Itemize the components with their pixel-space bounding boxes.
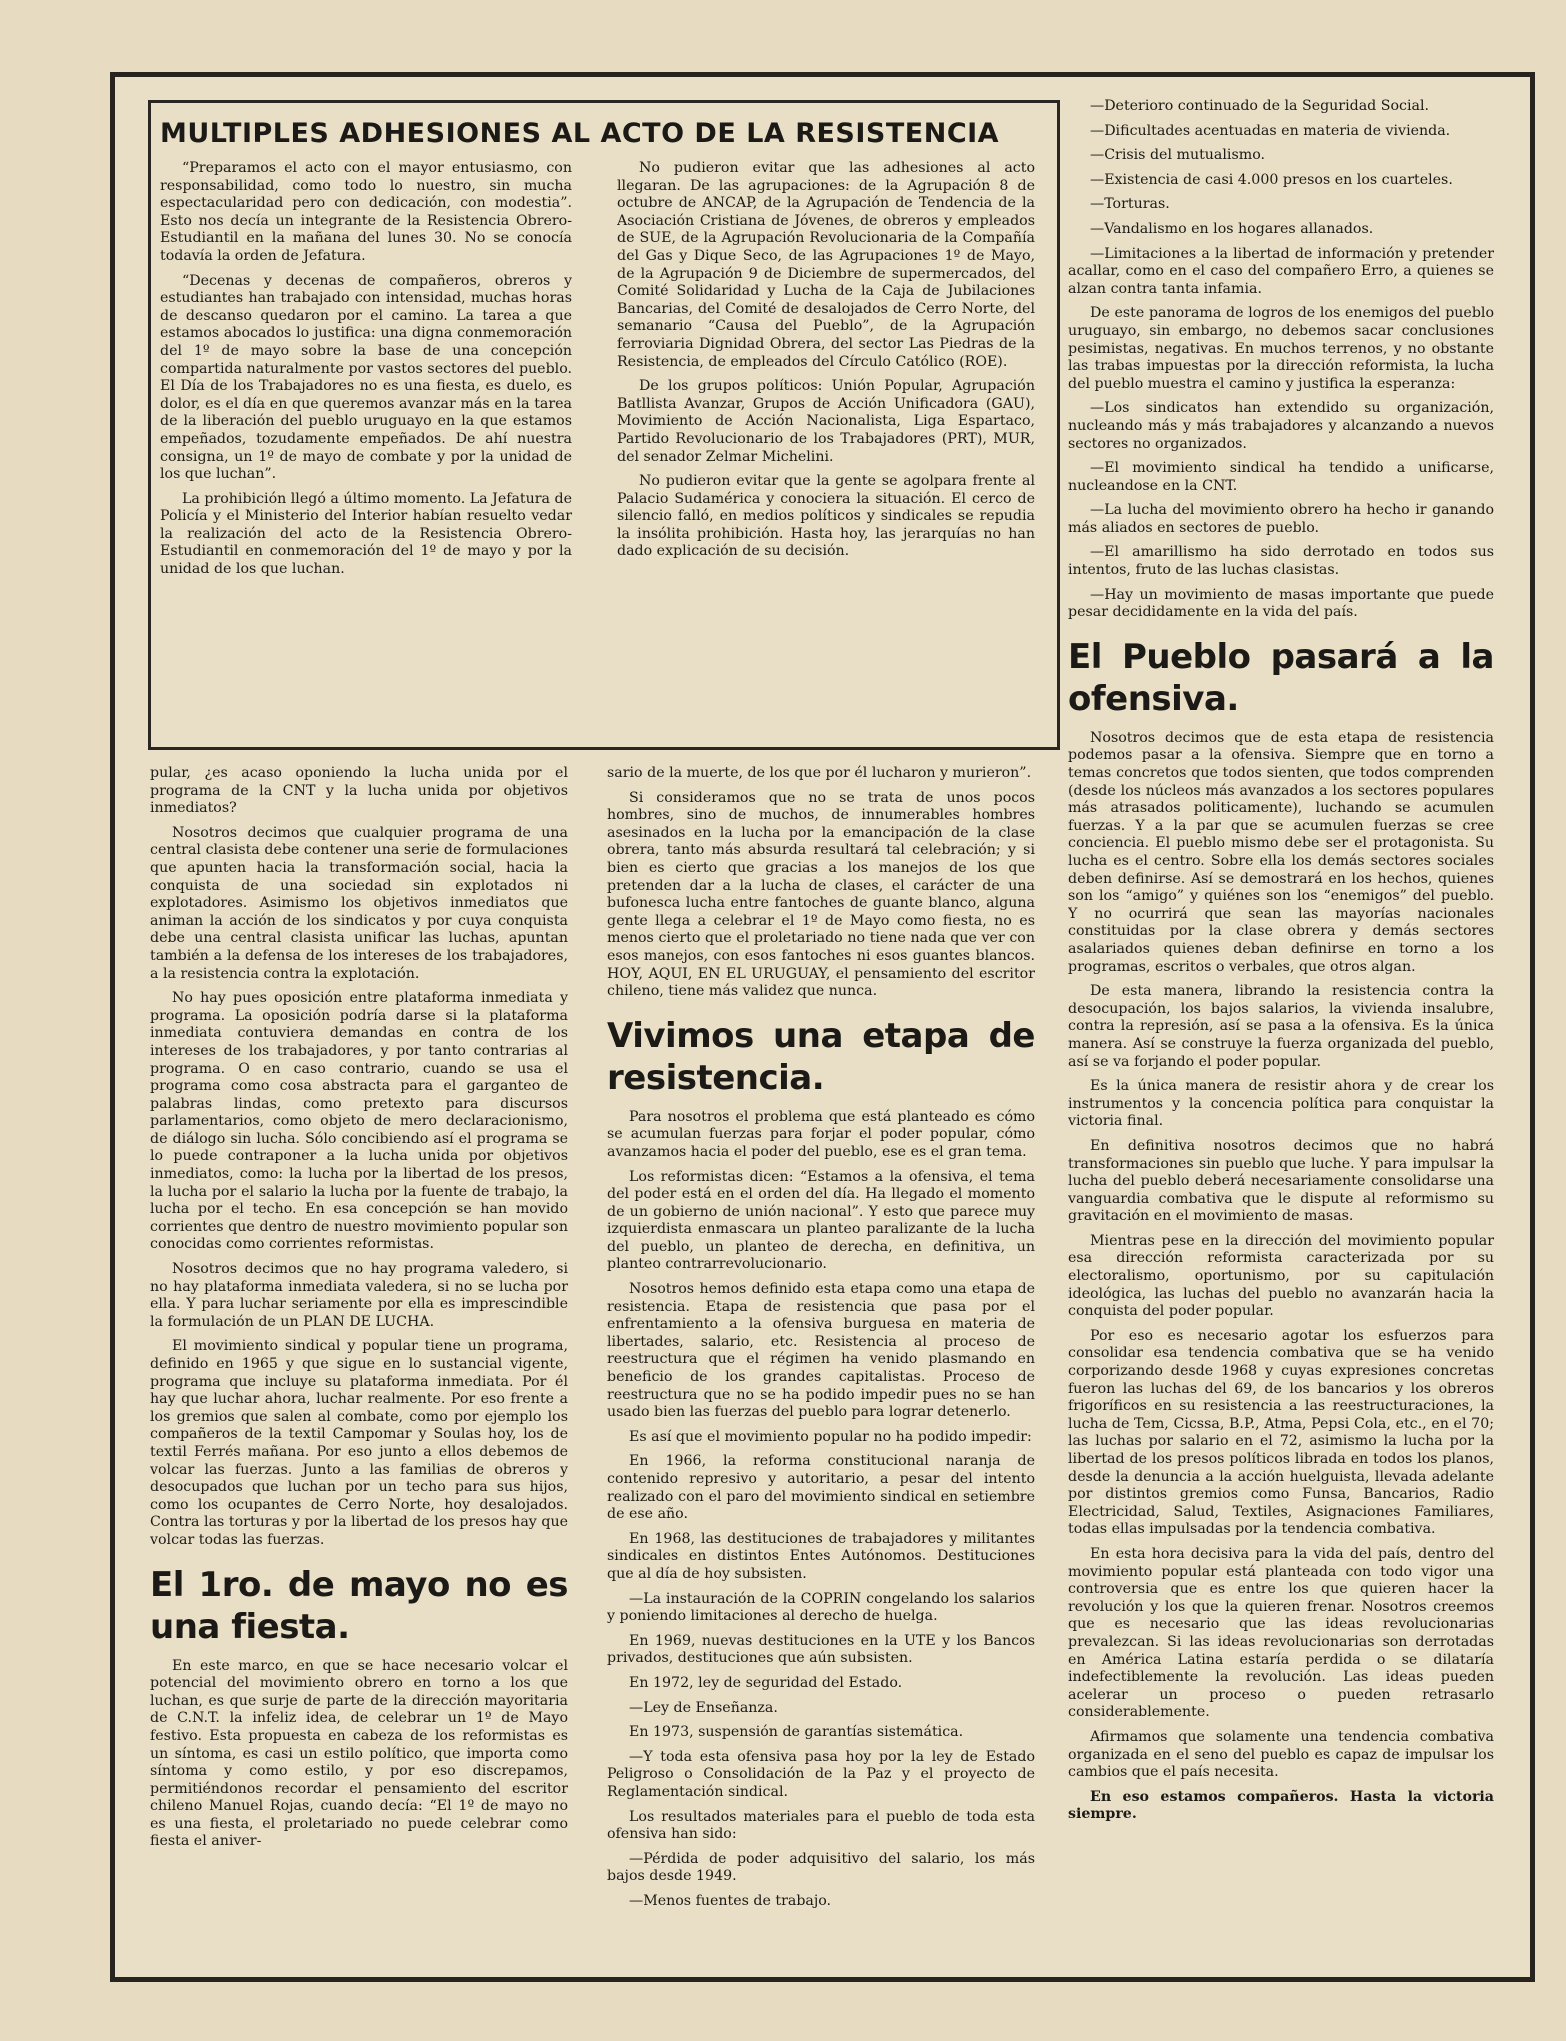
paragraph: Nosotros decimos que no hay programa valedero, si no hay plataforma inmediata valedera, si no se lucha por ella. Y para luchar seriamente por ella es imprescindible la formulación de un PLAN DE LUCHA. [150, 1261, 568, 1330]
box-column-right [617, 160, 1035, 745]
paragraph: En 1968, las destituciones de trabajadores y militantes sindicales en distintos Entes Autónomos. Destituciones que al día de hoy subsisten. [607, 1530, 1035, 1582]
paragraph: —Torturas. [1090, 196, 1170, 213]
paragraph: Afirmamos que solamente una tendencia combativa organizada en el seno del pueblo es capaz de impulsar los cambios que el país necesita. [1068, 1728, 1494, 1781]
paragraph: —Dificultades acentuadas en materia de vivienda. [1090, 122, 1451, 139]
paragraph: —Ley de Enseñanza. [629, 1699, 778, 1716]
paragraph: “Preparamos el acto con el mayor entusiasmo, con responsabilidad, como todo lo nuestro, sin mucha espectacularidad pero con dedicación, con modestia”. Esto nos decía un integrante de la Resistencia Obrero-Estudiantil en la mañana del lunes 30. No se conocía todavía la orden de Jefatura. [160, 160, 572, 264]
column-3 [1068, 98, 1494, 1928]
paragraph: De este panorama de logros de los enemigos del pueblo uruguayo, sin embargo, no debemos sacar conclusiones pesimistas, negativas. En muchos terrenos, y no obstante las trabas impuestas por la dirección reformista, la lucha del pueblo muestra el camino y justifica la esperanza: [1068, 305, 1494, 392]
paragraph: De esta manera, librando la resistencia contra la desocupación, los bajos salarios, la vivienda insalubre, contra la represión, así se pasa a la ofensiva. Es la única manera. Así se construye la fuerza organizada del pueblo, así se va forjando el poder popular. [1068, 983, 1494, 1070]
paragraph: En 1972, ley de seguridad del Estado. [629, 1674, 903, 1691]
paragraph: sario de la muerte, de los que por él lucharon y murieron”. [607, 765, 1032, 781]
paragraph: De los grupos políticos: Unión Popular, Agrupación Batllista Avanzar, Grupos de Acción Unificadora (GAU), Movimiento de Acción Nacionalista, Liga Espartaco, Partido Revolucionario de los Trabajadores (PRT), MUR, del senador Zelmar Michelini. [617, 378, 1035, 465]
paragraph: Mientras pese en la dirección del movimiento popular esa dirección reformista caracterizada por su electoralismo, oportunismo, por su capitulación ideológica, las luchas del pueblo no avanzarán hacia la conquista del poder popular. [1068, 1232, 1494, 1320]
paragraph: Por eso es necesario agotar los esfuerzos para consolidar esa tendencia combativa que se ha venido corporizando desde 1968 y cuyas expresiones concretas fueron las luchas del 69, de los bancarios y los obreros frigoríficos en su resistencia a las reestructuraciones, la lucha de Tem, Cicssa, B.P., Atma, Pepsi Cola, etc., en el 70; las luchas por salario en el 72, asimismo la lucha por la libertad de los presos políticos librada en todos los planos, desde la denuncia a la acción huelguista, llevada adelante por distintos gremios como Funsa, Bancarios, Radio Electricidad, Salud, Textiles, Asignaciones Familiares, todas ellas impulsadas por la tendencia combativa. [1068, 1327, 1494, 1538]
paragraph: En 1973, suspensión de garantías sistemática. [629, 1724, 964, 1741]
paragraph: Nosotros decimos que de esta etapa de resistencia podemos pasar a la ofensiva. Siempre que en torno a temas concretos que todos sienten, que todos comprenden (desde los núcleos más avanzados a los sectores populares más atrasados politicamente), luchando se acumulen fuerzas. Y a la par que se acumulen fuerzas se cree conciencia. El pueblo mismo debe ser el protagonista. Su lucha es el centro. Sobre ella los demás sectores sociales deben definirse. Así se demostrará en los hechos, quienes son los “amigo” y quiénes son los “enemigos” del pueblo. Y no ocurrirá que sean las mayorías nacionales constituidas por la clase obrera y demás sectores asalariados quienes deban definirse en torno a los programas, escritos o verbales, que otros algan. [1068, 729, 1494, 975]
paragraph: —Menos fuentes de trabajo. [629, 1892, 832, 1909]
paragraph: Si consideramos que no se trata de unos pocos hombres, sino de muchos, de innumerables hombres asesinados en la lucha por la emancipación de la clase obrera, tanto más absurda resultará tal celebración; y si bien es cierto que gracias a los manejos de los que pretenden dar a la lucha de clases, el carácter de una bufonesca lucha entre fantoches de guante blanco, alguna gente llega a celebrar el 1º de Mayo como fiesta, no es menos cierto que el proletariado no tiene nada que ver con esos manejos, con esos fantoches ni esos guantes blancos. HOY, AQUI, EN EL URUGUAY, el pensamiento del escritor chileno, tiene más validez que nunca. [607, 789, 1035, 1000]
paragraph: No pudieron evitar que la gente se agolpara frente al Palacio Sudamérica y conociera la situación. El cerco de silencio falló, en medios políticos y sindicales se repudia la insólita prohibición. Hasta hoy, las jerarquías no han dado explicación de su decisión. [617, 473, 1035, 560]
box-column-left [160, 160, 572, 745]
paragraph: —Crisis del mutualismo. [1090, 147, 1265, 164]
subheading-vivimos-una-etapa: Vivimos una etapa de resistencia. [607, 1015, 1035, 1098]
paragraph: —Y toda esta ofensiva pasa hoy por la ley de Estado Peligroso o Consolidación de la Paz y el proyecto de Reglamentación sindical. [607, 1748, 1035, 1800]
paragraph: Nosotros decimos que cualquier programa de una central clasista debe contener una serie de formulaciones que apunten hacia la transformación social, hacia la conquista de una sociedad sin explotados ni explotadores. Asimismo los objetivos inmediatos que animan la acción de los sindicatos y por cuya conquista debe una central clasista unificar las luchas, apuntan también a la defensa de los intereses de los trabajadores, a la resistencia contra la explotación. [150, 824, 568, 982]
paragraph: En esta hora decisiva para la vida del país, dentro del movimiento popular está planteada con todo vigor una controversia que es entre los que quieren hacer la revolución y los que la quieren frenar. Nosotros creemos que es necesario que las ideas revolucionarias prevalezcan. Si las ideas revolucionarias son derrotadas en América Latina estaría perdida o se dilataría indefectiblemente la revolución. Las ideas pueden acelerar un proceso o pueden retrasarlo considerablemente. [1068, 1545, 1494, 1721]
paragraph: Es la única manera de resistir ahora y de crear los instrumentos y la concencia política para conquistar la victoria final. [1068, 1078, 1494, 1130]
paragraph: Los reformistas dicen: “Estamos a la ofensiva, el tema del poder está en el orden del día. Ha llegado el momento de un gobierno de unión nacional”. Y esto que parece muy izquierdista enmascara un planteo paralizante de la lucha del pueblo, un planteo de derecha, en definitiva, un planteo contrarrevolucionario. [607, 1168, 1035, 1273]
paragraph: —Existencia de casi 4.000 presos en los cuarteles. [1090, 171, 1453, 188]
paragraph: Los resultados materiales para el pueblo de toda esta ofensiva han sido: [607, 1808, 1035, 1843]
paragraph: En este marco, en que se hace necesario volcar el potencial del movimiento obrero en torno a los que luchan, es que surje de parte de la dirección mayoritaria de C.N.T. la infeliz idea, de celebrar un 1º de Mayo festivo. Esta propuesta en cabeza de los reformistas es un síntoma, es casi un estilo político, que importa como síntoma y como estilo, y por eso discrepamos, permitiéndonos recordar el pensamiento del escritor chileno Manuel Rojas, cuando decía: “El 1º de mayo no es una fiesta, el proletariado no puede celebrar como fiesta el aniver- [150, 1657, 568, 1850]
paragraph: —El amarillismo ha sido derrotado en todos sus intentos, fruto de las luchas clasistas. [1068, 544, 1494, 579]
paragraph: Nosotros hemos definido esta etapa como una etapa de resistencia. Etapa de resistencia que pasa por el enfrentamiento a la ofensiva burguesa en materia de libertades, salario, etc. Resistencia al proceso de reestructura que el régimen ha venido plasmando en beneficio de los grandes capitalistas. Proceso de reestructura que no se ha podido impedir pues no se han usado bien las fuerzas del pueblo para lograr detenerlo. [607, 1281, 1035, 1421]
paragraph: —El movimiento sindical ha tendido a unificarse, nucleandose en la CNT. [1068, 460, 1494, 494]
paragraph: La prohibición llegó a último momento. La Jefatura de Policía y el Ministerio del Interior habían resuelto vedar la realización del acto de la Resistencia Obrero-Estudiantil en conmemoración del 1º de mayo y por la unidad de los que luchan. [160, 490, 572, 578]
paragraph: —Deterioro continuado de la Seguridad Social. [1090, 98, 1430, 114]
closing-paragraph: En eso estamos compañeros. Hasta la victoria siempre. [1068, 1788, 1494, 1823]
column-2 [607, 765, 1035, 1925]
subheading-1ro-de-mayo: El 1ro. de mayo no es una fiesta. [150, 1564, 568, 1647]
paragraph: “Decenas y decenas de compañeros, obreros y estudiantes han trabajado con intensidad, muchas horas de descanso quedaron por el camino. La tarea a que estamos abocados lo justifica: una digna conmemoración del 1º de mayo sobre la base de una concepción compartida naturalmente por vastos sectores del pueblo. El Día de los Trabajadores no es una fiesta, es duelo, es dolor, es el día en que queremos avanzar más en la tarea de la liberación del pueblo uruguayo en la que estamos empeñados, tozudamente empeñados. De ahí nuestra consigna, un 1º de mayo de combate y por la unidad de los que luchan”. [160, 272, 572, 483]
paragraph: El movimiento sindical y popular tiene un programa, definido en 1965 y que sigue en lo sustancial vigente, programa que incluye su plataforma inmediata. Por él hay que luchar ahora, luchar realmente. Por eso frente a los gremios que salen al combate, como por ejemplo los compañeros de la textil Campomar y Soulas hoy, los de textil Ferrés mañana. Por eso junto a ellos debemos de volcar las fuerzas. Junto a las familias de obreros y desocupados que luchan por un techo para sus hijos, como los ocupantes de Cerro Norte, hoy desalojados. Contra las torturas y por la libertad de los presos hay que volcar todas las fuerzas. [150, 1338, 568, 1548]
paragraph: —Vandalismo en los hogares allanados. [1090, 220, 1374, 237]
paragraph: No hay pues oposición entre plataforma inmediata y programa. La oposición podría darse si la plataforma inmediata contuviera demandas en contra de los intereses de los trabajadores, y por tanto contrarias al programa. O en caso contrario, cuando se usa el programa como cosa abstracta para el garganteo de palabras lindas, como pretexto para discursos parlamentarios, como objeto de mero declaracionismo, de diálogo sin lucha. Sólo concibiendo así el programa se lo puede contraponer a la lucha unida por objetivos inmediatos, como: la lucha por la libertad de los presos, la lucha por el salario la lucha por la fuente de trabajo, la lucha por el techo. En esa concepción se han movido corrientes que dentro de nuestro movimiento popular son conocidas como corrientes reformistas. [150, 990, 568, 1253]
paragraph: No pudieron evitar que las adhesiones al acto llegaran. De las agrupaciones: de la Agrupación 8 de octubre de ANCAP, de la Agrupación de Tendencia de la Asociación Cristiana de Jóvenes, de obreros y empleados de SUE, de la Agrupación Revolucionaria de la Compañía del Gas y Dique Seco, de las Agrupaciones 1º de Mayo, de la Agrupación 9 de Diciembre de supermercados, del Comité Solidaridad y Lucha de la Caja de Jubilaciones Bancarias, del Comité de desalojados de Cerro Norte, del semanario “Causa del Pueblo”, de la Agrupación ferroviaria Dignidad Obrera, del sector Las Piedras de la Resistencia, de empleados del Círculo Católico (ROE). [617, 160, 1035, 370]
paragraph: —La instauración de la COPRIN congelando los salarios y poniendo limitaciones al derecho de huelga. [607, 1590, 1035, 1625]
paragraph: En definitiva nosotros decimos que no habrá transformaciones sin pueblo que luche. Y para impulsar la lucha del pueblo deberá necesariamente consolidarse una vanguardia combativa que le dispute al reformismo su gravitación en el movimiento de masas. [1068, 1137, 1494, 1225]
paragraph: En 1969, nuevas destituciones en la UTE y los Bancos privados, destituciones que aún subsisten. [607, 1632, 1035, 1667]
page-headline: MULTIPLES ADHESIONES AL ACTO DE LA RESISTENCIA [160, 118, 1000, 149]
subheading-el-pueblo-pasara: El Pueblo pasará a la ofensiva. [1068, 636, 1494, 719]
paragraph: —Hay un movimiento de masas importante que puede pesar decididamente en la vida del país. [1068, 586, 1494, 621]
paragraph: —La lucha del movimiento obrero ha hecho ir ganando más aliados en sectores de pueblo. [1068, 502, 1494, 536]
paragraph: —Los sindicatos han extendido su organización, nucleando más y más trabajadores y alcanzando a nuevos sectores no organizados. [1068, 400, 1494, 452]
paragraph: En 1966, la reforma constitucional naranja de contenido represivo y autoritario, a pesar del intento realizado con el paro del movimiento sindical en setiembre de ese año. [607, 1453, 1035, 1523]
paragraph: —Limitaciones a la libertad de información y pretender acallar, como en el caso del compañero Erro, a quienes se alzan contra tanta infamia. [1068, 245, 1494, 297]
paragraph: Es así que el movimiento popular no ha podido impedir: [629, 1428, 1032, 1445]
column-1 [150, 765, 568, 1925]
paragraph: Para nosotros el problema que está planteado es cómo se acumulan fuerzas para forjar el poder popular, cómo avanzamos hacia el poder del pueblo, ese es el gran tema. [607, 1108, 1035, 1160]
paragraph: —Pérdida de poder adquisitivo del salario, los más bajos desde 1949. [607, 1850, 1035, 1885]
paragraph: pular, ¿es acaso oponiendo la lucha unida por el programa de la CNT y la lucha unida por objetivos inmediatos? [150, 765, 568, 817]
